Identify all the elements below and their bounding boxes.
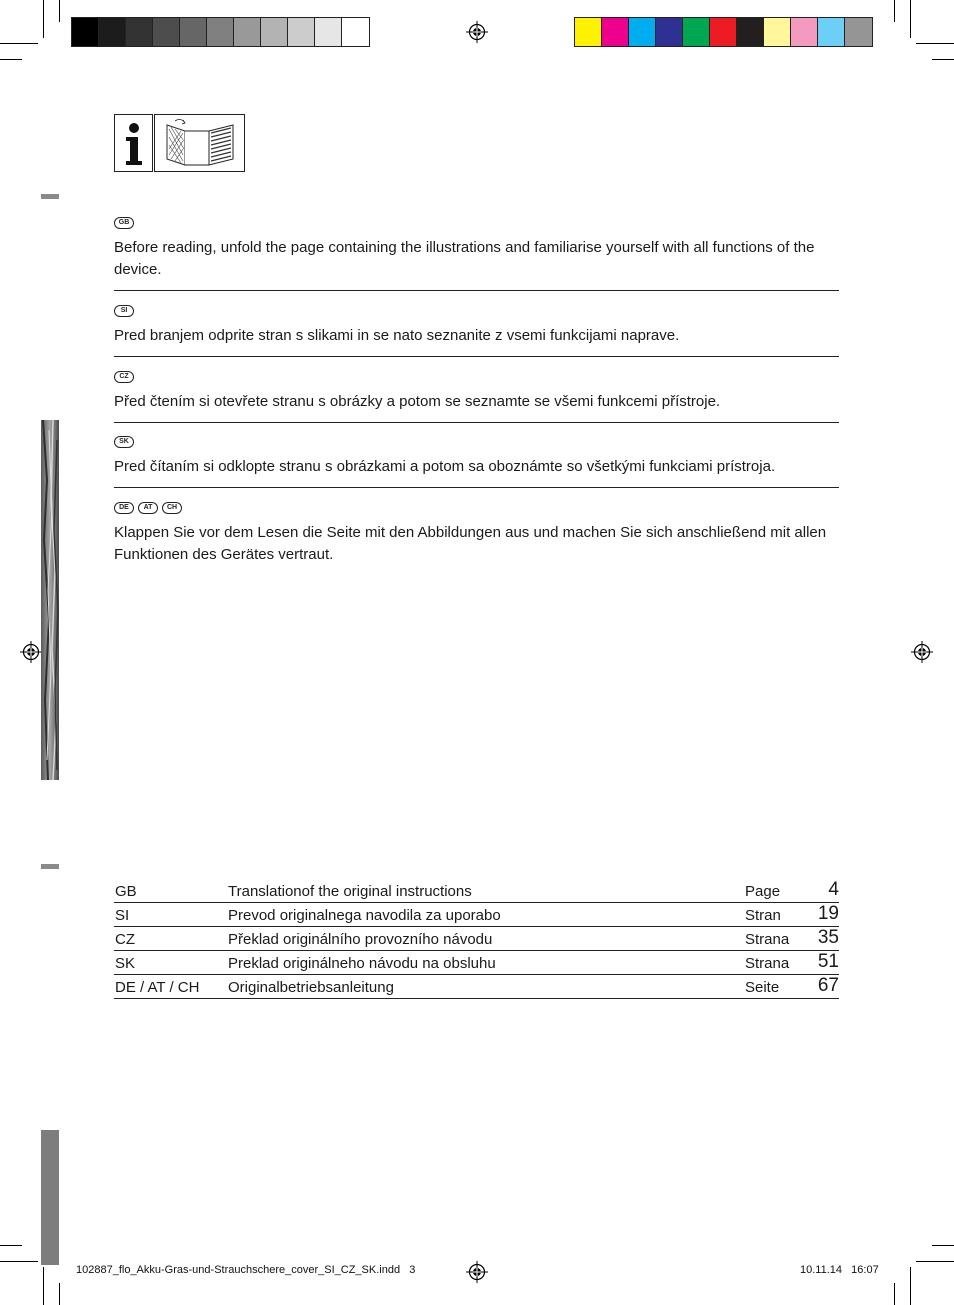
crop-mark <box>910 1267 911 1305</box>
toc-row[interactable] <box>114 903 839 927</box>
divider <box>114 422 839 423</box>
crop-mark <box>0 43 38 44</box>
gray-swatch <box>180 18 207 46</box>
gray-swatch <box>234 18 261 46</box>
table-of-contents <box>114 879 839 999</box>
grayscale-color-bar <box>71 17 370 47</box>
info-icon <box>115 115 152 171</box>
unfold-page-icon <box>155 115 244 171</box>
color-swatch <box>629 18 656 46</box>
crop-mark <box>0 59 22 60</box>
toc-row[interactable] <box>114 951 839 975</box>
crop-mark <box>0 1245 22 1246</box>
divider <box>114 290 839 291</box>
registration-mark-icon <box>20 641 42 663</box>
gray-swatch <box>153 18 180 46</box>
language-badge: CZ <box>114 371 134 383</box>
crop-mark <box>43 0 44 38</box>
registration-mark-icon <box>911 641 933 663</box>
language-badge: GB <box>114 217 134 229</box>
footer-filename: 102887_flo_Akku-Gras-und-Strauchschere_cover_SI_CZ_SK.indd 3 <box>76 1264 416 1276</box>
registration-mark-icon <box>466 21 488 43</box>
gray-swatch <box>72 18 99 46</box>
color-swatch <box>845 18 872 46</box>
color-swatch <box>791 18 818 46</box>
toc-page-label: Strana <box>745 931 790 948</box>
divider <box>114 356 839 357</box>
gray-swatch <box>126 18 153 46</box>
gray-swatch <box>261 18 288 46</box>
instruction-block-cz <box>114 371 839 413</box>
toc-page-number: 35 <box>817 927 839 948</box>
crop-mark <box>932 59 954 60</box>
crop-mark <box>910 0 911 38</box>
instruction-text: Before reading, unfold the page containing the illustrations and familiarise yourself with all functions of the device. <box>114 239 815 278</box>
registration-mark-icon <box>466 1261 488 1283</box>
crop-mark <box>916 43 954 44</box>
toc-title: Prevod originalnega navodila za uporabo <box>228 907 501 924</box>
toc-page-number: 51 <box>817 951 839 972</box>
language-badges <box>114 436 839 450</box>
toc-language-code: SI <box>115 907 130 924</box>
toc-page-number: 4 <box>828 879 839 900</box>
language-badges <box>114 371 839 385</box>
toc-page-number: 19 <box>817 903 839 924</box>
toc-language-code: CZ <box>115 931 135 948</box>
color-swatch <box>710 18 737 46</box>
footer-timestamp: 10.11.14 16:07 <box>800 1264 879 1276</box>
toc-page-label: Seite <box>745 979 780 996</box>
color-swatch <box>575 18 602 46</box>
gray-swatch <box>99 18 126 46</box>
instruction-block-gb <box>114 217 839 281</box>
toc-page-label: Stran <box>745 907 781 924</box>
bleed-bar <box>41 1130 59 1265</box>
language-badges <box>114 502 839 516</box>
crop-mark <box>894 1283 895 1305</box>
toc-language-code: SK <box>115 955 136 972</box>
language-badge: DE <box>114 502 134 514</box>
instruction-text: Pred čítaním si odklopte stranu s obrázkami a potom sa oboznámte so všetkými funkciami prístroja. <box>114 458 776 475</box>
bleed-marker <box>41 194 59 199</box>
divider <box>114 487 839 488</box>
toc-row[interactable] <box>114 927 839 951</box>
toc-row[interactable] <box>114 879 839 903</box>
gray-swatch <box>288 18 315 46</box>
toc-page-label: Page <box>745 883 781 900</box>
toc-title: Překlad originálního provozního návodu <box>228 931 493 948</box>
crop-mark <box>0 1261 38 1262</box>
process-color-bar <box>574 17 873 47</box>
language-badge: AT <box>138 502 158 514</box>
gray-swatch <box>207 18 234 46</box>
gray-swatch <box>315 18 342 46</box>
color-swatch <box>602 18 629 46</box>
fold-icon-box <box>154 114 245 172</box>
language-badges <box>114 305 839 319</box>
instruction-text: Klappen Sie vor dem Lesen die Seite mit den Abbildungen aus und machen Sie sich anschließend mit allen Funktionen des Gerätes vertraut. <box>114 524 827 563</box>
instruction-block-de <box>114 502 839 566</box>
color-swatch <box>683 18 710 46</box>
crop-mark <box>932 1245 954 1246</box>
toc-language-code: GB <box>115 883 137 900</box>
toc-row[interactable] <box>114 975 839 999</box>
color-swatch <box>656 18 683 46</box>
info-icon-box <box>114 114 153 172</box>
toc-title: Originalbetriebsanleitung <box>228 979 394 996</box>
color-swatch <box>818 18 845 46</box>
language-badge: SK <box>114 436 134 448</box>
crop-mark <box>43 1267 44 1305</box>
instruction-block-sk <box>114 436 839 478</box>
color-swatch <box>737 18 764 46</box>
language-badge: SI <box>114 305 134 317</box>
instruction-text: Před čtením si otevřete stranu s obrázky a potom se seznamte se všemi funkcemi přístroje. <box>114 393 721 410</box>
grass-photo-strip <box>41 420 59 780</box>
toc-page-number: 67 <box>817 975 839 996</box>
bleed-marker <box>41 864 59 869</box>
crop-mark <box>59 0 60 22</box>
toc-page-label: Strana <box>745 955 790 972</box>
language-badge: CH <box>162 502 182 514</box>
toc-title: Translationof the original instructions <box>228 883 472 900</box>
crop-mark <box>59 1283 60 1305</box>
crop-mark <box>894 0 895 22</box>
crop-mark <box>916 1261 954 1262</box>
instruction-block-si <box>114 305 839 347</box>
color-swatch <box>764 18 791 46</box>
gray-swatch <box>342 18 369 46</box>
toc-title: Preklad originálneho návodu na obsluhu <box>228 955 496 972</box>
instruction-text: Pred branjem odprite stran s slikami in se nato seznanite z vsemi funkcijami naprave. <box>114 327 680 344</box>
language-badges <box>114 217 839 231</box>
toc-language-code: DE / AT / CH <box>115 979 200 996</box>
